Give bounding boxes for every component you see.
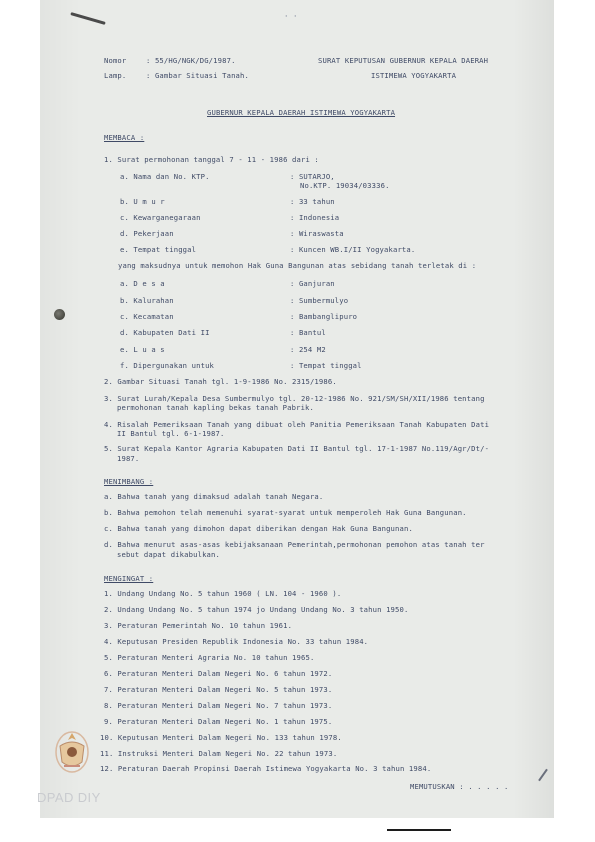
page-speck: ' ' bbox=[284, 13, 298, 22]
applicant-label: b. U m u r bbox=[120, 197, 165, 206]
mengingat-heading: MENGINGAT : bbox=[104, 574, 154, 583]
membaca-heading: MEMBACA : bbox=[104, 133, 145, 142]
land-label: f. Dipergunakan untuk bbox=[120, 361, 215, 370]
land-value: : Bambanglipuro bbox=[290, 312, 358, 321]
membaca-item-3: 3. Surat Lurah/Kepala Desa Sumbermulyo tgl. 20-12-1986 No. 921/SM/SH/XII/1986 tentang bbox=[104, 394, 485, 403]
membaca-item-3-cont: permohonan tanah kapling bekas tanah Pabrik. bbox=[117, 403, 314, 412]
menimbang-item-d: d. Bahwa menurut asas-asas kebijaksanaan Pemerintah,permohonan pemohon atas tanah ter bbox=[104, 540, 485, 549]
land-label: a. D e s a bbox=[120, 279, 165, 288]
purpose-text: yang maksudnya untuk memohon Hak Guna Bangunan atas sebidang tanah terletak di : bbox=[118, 261, 477, 270]
applicant-value: : Kuncen WB.I/II Yogyakarta. bbox=[290, 245, 416, 254]
decree-title-line2: ISTIMEWA YOGYAKARTA bbox=[371, 71, 457, 80]
archive-watermark: DPAD DIY bbox=[37, 790, 101, 805]
menimbang-heading: MENIMBANG : bbox=[104, 477, 154, 486]
land-label: b. Kalurahan bbox=[120, 296, 174, 305]
membaca-item-4-cont: II Bantul tgl. 6-1-1987. bbox=[117, 429, 225, 438]
mengingat-item: 6. Peraturan Menteri Dalam Negeri No. 6 tahun 1972. bbox=[104, 669, 333, 678]
bottom-rule bbox=[387, 829, 451, 831]
mengingat-item: 8. Peraturan Menteri Dalam Negeri No. 7 tahun 1973. bbox=[104, 701, 333, 710]
authority-heading: GUBERNUR KEPALA DAERAH ISTIMEWA YOGYAKARTA bbox=[207, 108, 396, 117]
applicant-value: : Wiraswasta bbox=[290, 229, 344, 238]
land-value: : Bantul bbox=[290, 328, 326, 337]
applicant-label: c. Kewarganegaraan bbox=[120, 213, 201, 222]
applicant-value: : SUTARJO, bbox=[290, 172, 335, 181]
land-label: d. Kabupaten Dati II bbox=[120, 328, 210, 337]
land-value: : Sumbermulyo bbox=[290, 296, 349, 305]
land-label: e. L u a s bbox=[120, 345, 165, 354]
membaca-item-2: 2. Gambar Situasi Tanah tgl. 1-9-1986 No. 2315/1986. bbox=[104, 377, 337, 386]
nomor-value: : 55/HG/NGK/DG/1987. bbox=[146, 56, 236, 65]
applicant-value: : Indonesia bbox=[290, 213, 340, 222]
nomor-label: Nomor bbox=[104, 56, 127, 65]
mengingat-item: 9. Peraturan Menteri Dalam Negeri No. 1 tahun 1975. bbox=[104, 717, 333, 726]
menimbang-item-a: a. Bahwa tanah yang dimaksud adalah tanah Negara. bbox=[104, 492, 324, 501]
land-value: : Ganjuran bbox=[290, 279, 335, 288]
decree-title-line1: SURAT KEPUTUSAN GUBERNUR KEPALA DAERAH bbox=[318, 56, 489, 65]
land-value: : 254 M2 bbox=[290, 345, 326, 354]
mengingat-item: 11. Instruksi Menteri Dalam Negeri No. 22 tahun 1973. bbox=[100, 749, 338, 758]
land-label: c. Kecamatan bbox=[120, 312, 174, 321]
applicant-value: : 33 tahun bbox=[290, 197, 335, 206]
applicant-label: a. Nama dan No. KTP. bbox=[120, 172, 210, 181]
mengingat-item: 1. Undang Undang No. 5 tahun 1960 ( LN. 104 - 1960 ). bbox=[104, 589, 342, 598]
applicant-label: d. Pekerjaan bbox=[120, 229, 174, 238]
land-value: : Tempat tinggal bbox=[290, 361, 362, 370]
applicant-value: No.KTP. 19034/03336. bbox=[300, 181, 390, 190]
membaca-item-4: 4. Risalah Pemeriksaan Tanah yang dibuat oleh Panitia Pemeriksaan Tanah Kabupaten Dati bbox=[104, 420, 490, 429]
mengingat-item: 2. Undang Undang No. 5 tahun 1974 jo Undang Undang No. 3 tahun 1950. bbox=[104, 605, 409, 614]
mengingat-item: 7. Peraturan Menteri Dalam Negeri No. 5 tahun 1973. bbox=[104, 685, 333, 694]
mengingat-item: 10. Keputusan Menteri Dalam Negeri No. 133 tahun 1978. bbox=[100, 733, 342, 742]
menimbang-item-d-cont: sebut dapat dikabulkan. bbox=[117, 550, 220, 559]
membaca-item-1: 1. Surat permohonan tanggal 7 - 11 - 1986 dari : bbox=[104, 155, 319, 164]
menimbang-item-b: b. Bahwa pemohon telah memenuhi syarat-syarat untuk memperoleh Hak Guna Bangunan. bbox=[104, 508, 467, 517]
menimbang-item-c: c. Bahwa tanah yang dimohon dapat diberikan dengan Hak Guna Bangunan. bbox=[104, 524, 413, 533]
punch-hole bbox=[54, 309, 65, 320]
lamp-label: Lamp. bbox=[104, 71, 127, 80]
mengingat-item: 3. Peraturan Pemerintah No. 10 tahun 1961. bbox=[104, 621, 293, 630]
lamp-value: : Gambar Situasi Tanah. bbox=[146, 71, 249, 80]
mengingat-item: 5. Peraturan Menteri Agraria No. 10 tahun 1965. bbox=[104, 653, 315, 662]
applicant-label: e. Tempat tinggal bbox=[120, 245, 197, 254]
mengingat-item: 4. Keputusan Presiden Republik Indonesia No. 33 tahun 1984. bbox=[104, 637, 369, 646]
seal-emblem-icon bbox=[52, 726, 92, 776]
mengingat-item: 12. Peraturan Daerah Propinsi Daerah Istimewa Yogyakarta No. 3 tahun 1984. bbox=[100, 764, 432, 773]
membaca-item-5-cont: 1987. bbox=[117, 454, 140, 463]
continuation-note: MEMUTUSKAN : . . . . . bbox=[410, 782, 509, 791]
membaca-item-5: 5. Surat Kepala Kantor Agraria Kabupaten Dati II Bantul tgl. 17-1-1987 No.119/Agr/Dt/- bbox=[104, 444, 490, 453]
